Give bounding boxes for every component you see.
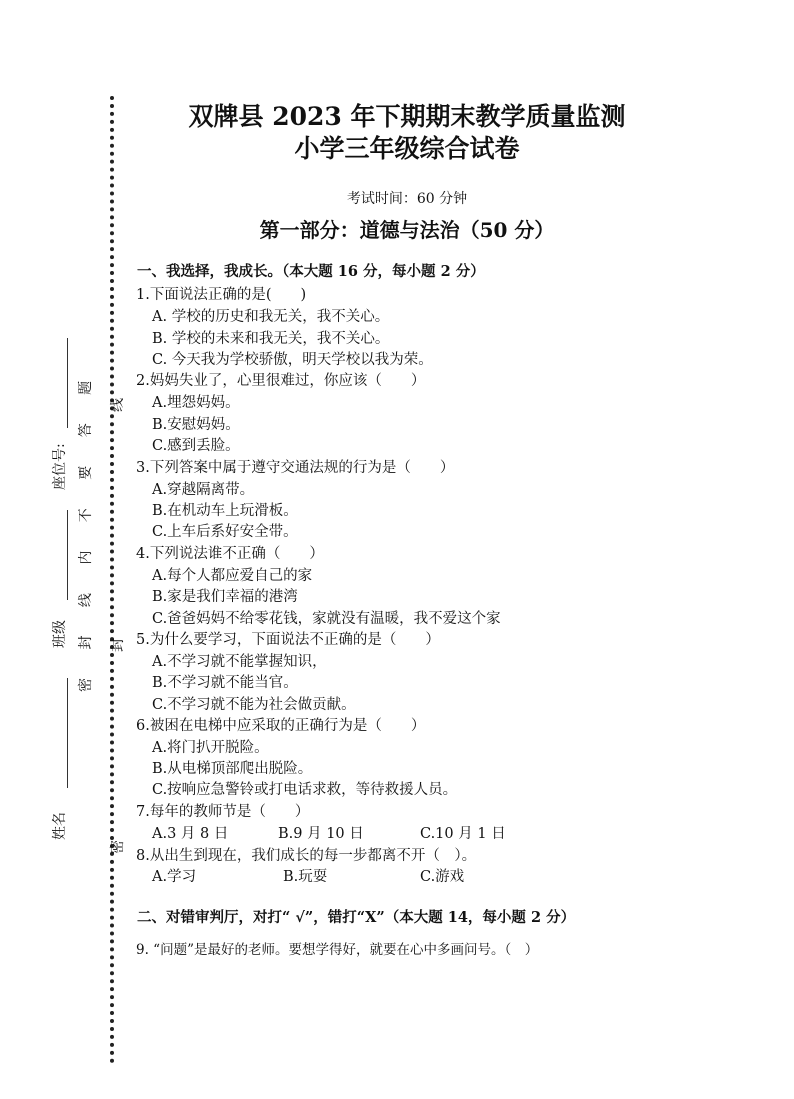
seal-char-top: 线 — [110, 398, 126, 412]
q5-option-c: C.不学习就不能为社会做贡献。 — [152, 697, 356, 713]
q5-option-b: B.不学习就不能当官。 — [152, 675, 298, 691]
q2-option-c: C.感到丢脸。 — [152, 438, 240, 454]
seal-char-middle: 封 — [110, 638, 126, 652]
q6-option-a: A.将门扒开脱险。 — [152, 740, 269, 756]
section2-heading: 二、对错审判厅，对打“ √”，错打“X”（本大题 14，每小题 2 分） — [137, 909, 576, 926]
q4-option-c: C.爸爸妈妈不给零花钱，家就没有温暖，我不爱这个家 — [152, 611, 501, 627]
question-5: 5.为什么要学习，下面说法不正确的是（ ） — [136, 632, 440, 648]
dotted-binding-line — [110, 96, 114, 1064]
question-3: 3.下列答案中属于遵守交通法规的行为是（ ） — [136, 460, 455, 476]
question-4: 4.下列说法谁不正确（ ） — [136, 546, 324, 562]
section1-heading: 一、我选择，我成长。（本大题 16 分，每小题 2 分） — [137, 263, 485, 280]
q8-option-c: C.游戏 — [420, 869, 465, 885]
seat-label: 座位号: — [52, 443, 68, 490]
q6-option-b: B.从电梯顶部爬出脱险。 — [152, 761, 313, 777]
q5-option-a: A.不学习就不能掌握知识， — [152, 654, 327, 670]
name-underline — [67, 678, 68, 788]
name-label: 姓名 — [52, 812, 68, 840]
q2-option-b: B.安慰妈妈。 — [152, 417, 240, 433]
question-2: 2.妈妈失业了，心里很难过，你应该（ ） — [136, 373, 426, 389]
class-label: 班级 — [52, 620, 68, 648]
question-6: 6.被困在电梯中应采取的正确行为是（ ） — [136, 718, 426, 734]
q8-option-b: B.玩耍 — [283, 869, 328, 885]
q2-option-a: A.埋怨妈妈。 — [152, 395, 240, 411]
inner-warning: 密 封 线 内 不 要 答 题 — [78, 368, 94, 692]
question-8: 8.从出生到现在，我们成长的每一步都离不开（ ）。 — [136, 848, 477, 864]
class-underline — [67, 510, 68, 600]
seat-underline — [67, 338, 68, 428]
q7-option-a: A.3 月 8 日 — [152, 826, 229, 842]
q4-option-b: B.家是我们幸福的港湾 — [152, 589, 298, 605]
question-9: 9. “问题”是最好的老师。要想学得好，就要在心中多画问号。（ ） — [136, 942, 539, 958]
question-1: 1.下面说法正确的是( ) — [136, 287, 307, 303]
q3-option-c: C.上车后系好安全带。 — [152, 524, 298, 540]
exam-time: 考试时间：60 分钟 — [346, 191, 468, 207]
q1-option-b: B. 学校的未来和我无关，我不关心。 — [152, 331, 390, 347]
q8-option-a: A.学习 — [152, 869, 197, 885]
q3-option-a: A.穿越隔离带。 — [152, 482, 255, 498]
part-title: 第一部分：道德与法治（50 分） — [259, 218, 555, 242]
exam-title-line1: 双牌县 2023 年下期期末教学质量监测 — [188, 102, 626, 131]
q4-option-a: A.每个人都应爱自己的家 — [152, 568, 313, 584]
exam-title-line2: 小学三年级综合试卷 — [294, 134, 520, 163]
q7-option-b: B.9 月 10 日 — [278, 826, 364, 842]
q1-option-c: C. 今天我为学校骄傲，明天学校以我为荣。 — [152, 352, 433, 368]
q1-option-a: A. 学校的历史和我无关，我不关心。 — [152, 309, 390, 325]
q6-option-c: C.按响应急警铃或打电话求救，等待救援人员。 — [152, 782, 458, 798]
q3-option-b: B.在机动车上玩滑板。 — [152, 503, 298, 519]
q7-option-c: C.10 月 1 日 — [420, 826, 506, 842]
seal-char-bottom: 密 — [110, 840, 126, 854]
question-7: 7.每年的教师节是（ ） — [136, 804, 310, 820]
